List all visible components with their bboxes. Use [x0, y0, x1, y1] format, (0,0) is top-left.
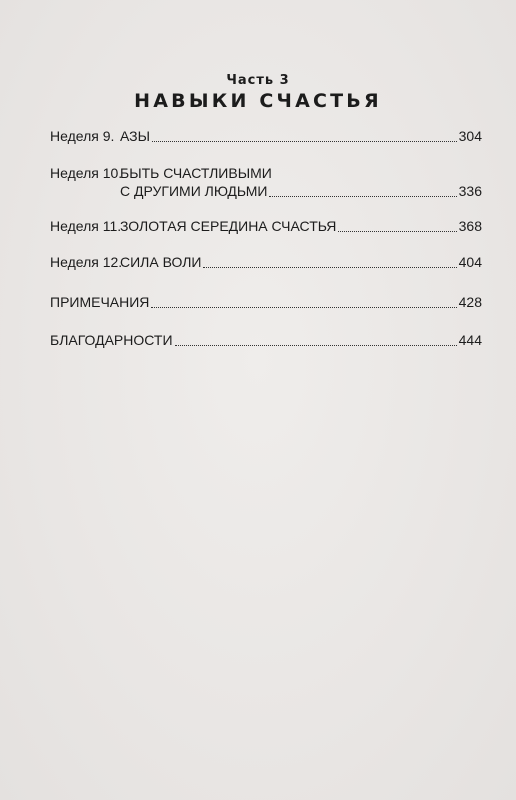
toc-week-label: Неделя 12. — [50, 254, 123, 270]
toc-title: БЛАГОДАРНОСТИ — [50, 332, 173, 348]
toc-page-number: 304 — [458, 128, 482, 144]
toc-page-number: 444 — [458, 332, 482, 348]
toc-entry-acknowledgements — [50, 330, 482, 350]
part-title: НАВЫКИ СЧАСТЬЯ — [134, 90, 382, 112]
toc-page-number: 404 — [458, 254, 482, 270]
part-label: Часть 3 — [226, 73, 290, 88]
toc-entry-week-12 — [50, 252, 482, 272]
dot-leader — [175, 332, 457, 346]
toc-entry-week-10 — [50, 163, 482, 203]
toc-week-label: Неделя 11. — [50, 218, 122, 234]
toc-entry-notes — [50, 292, 482, 312]
toc-week-label: Неделя 9. — [50, 128, 115, 144]
dot-leader — [152, 128, 457, 142]
toc-title-line-1: БЫТЬ СЧАСТЛИВЫМИ — [120, 165, 272, 181]
toc-entry-week-11 — [50, 216, 482, 236]
toc-page-number: 368 — [458, 218, 482, 234]
toc-page-number: 428 — [458, 294, 482, 310]
dot-leader — [338, 218, 456, 232]
toc-title: АЗЫ — [120, 128, 151, 144]
toc-week-label: Неделя 10. — [50, 165, 123, 181]
toc-title: ПРИМЕЧАНИЯ — [50, 294, 150, 310]
toc-title-line-2: С ДРУГИМИ ЛЮДЬМИ — [120, 183, 268, 199]
dot-leader — [269, 183, 456, 197]
toc-title: ЗОЛОТАЯ СЕРЕДИНА СЧАСТЬЯ — [120, 218, 337, 234]
toc-page-number: 336 — [458, 183, 482, 199]
toc-entry-week-9 — [50, 126, 482, 146]
toc-title: СИЛА ВОЛИ — [120, 254, 202, 270]
dot-leader — [151, 294, 456, 308]
dot-leader — [203, 254, 456, 268]
